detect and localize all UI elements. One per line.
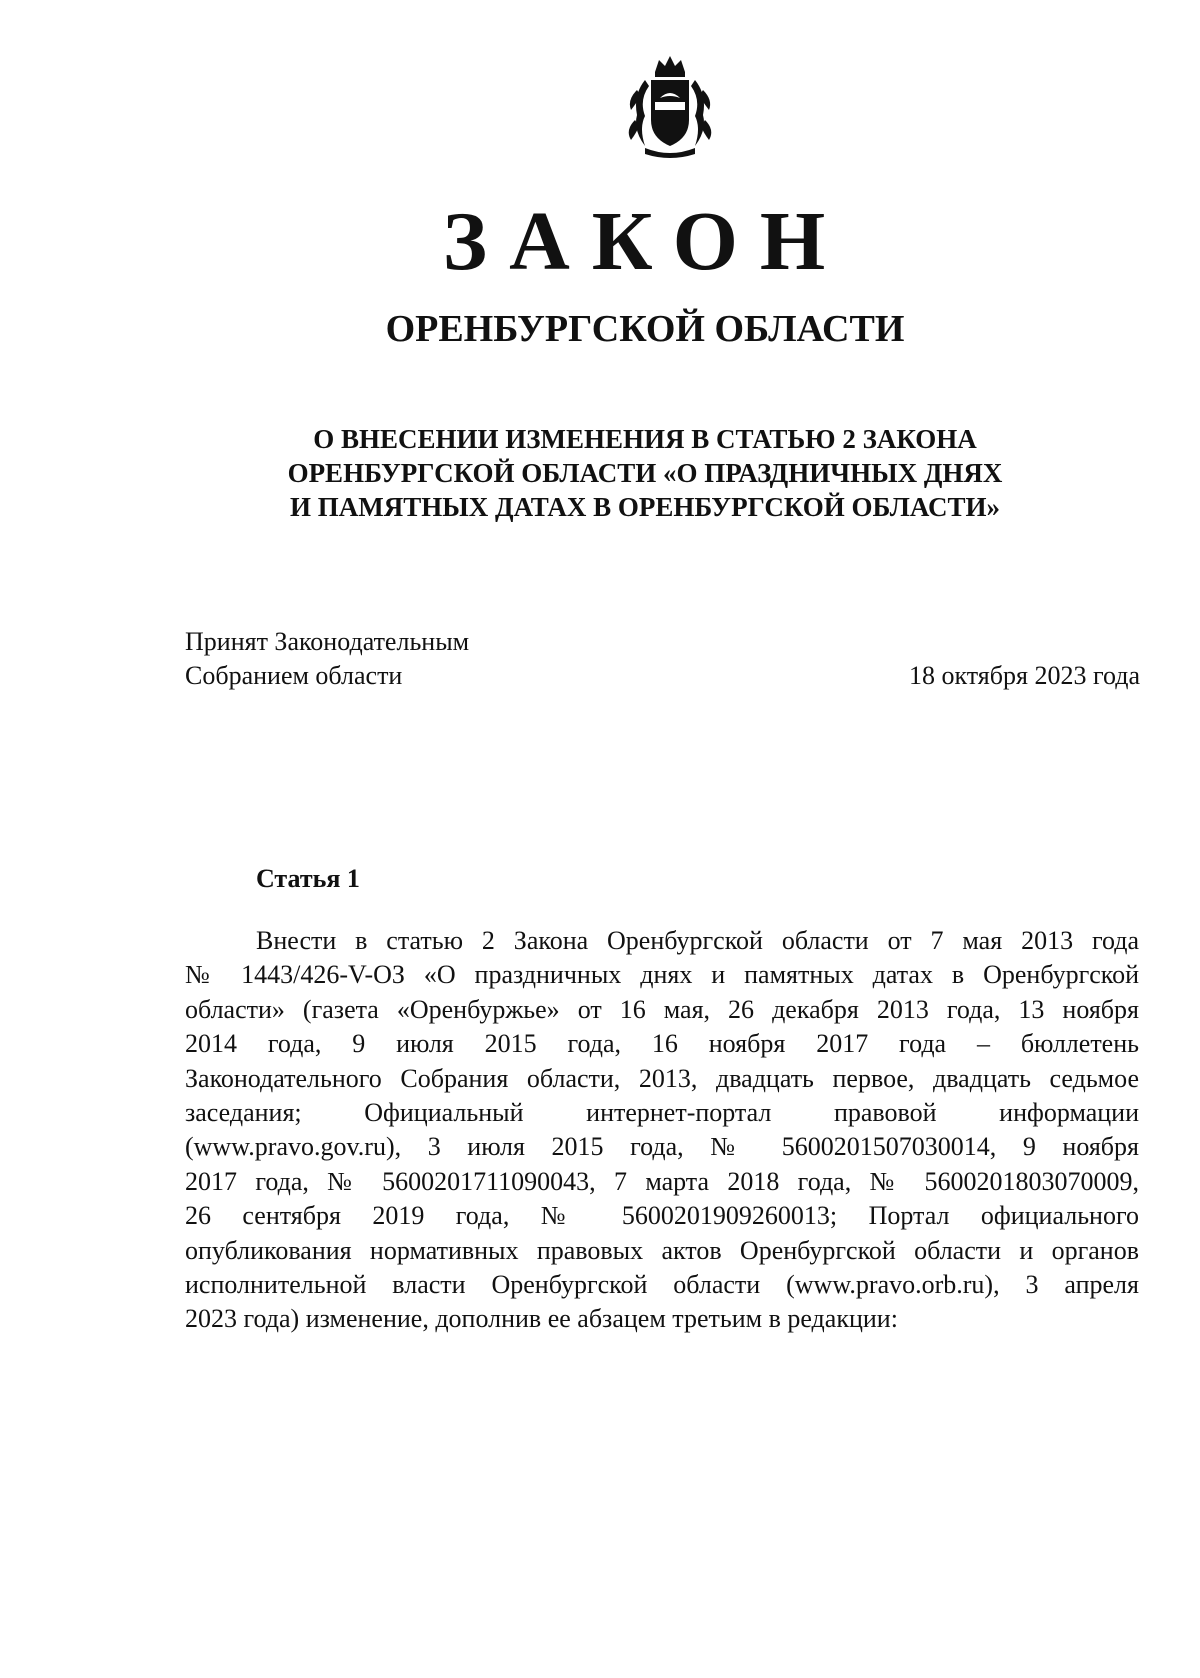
adoption-line: Принят Законодательным [185,627,470,656]
law-subject-line: ОРЕНБУРГСКОЙ ОБЛАСТИ «О ПРАЗДНИЧНЫХ ДНЯХ [287,458,1003,488]
article-body [185,924,1139,1337]
article-line: 26 сентября 2019 года, № 5600201909260013; Портал официального [185,1201,1139,1231]
oblast-coat-of-arms-icon [615,50,725,160]
article-line: № 1443/426-V-ОЗ «О праздничных днях и памятных датах в Оренбургской [185,960,1139,990]
law-subject [0,422,1200,524]
adoption-line: Собранием области [185,661,403,690]
region-title: ОРЕНБУРГСКОЙ ОБЛАСТИ [385,308,905,350]
article-line: опубликования нормативных правовых актов Оренбургской области и органов [185,1235,1139,1265]
article-line: 2014 года, 9 июля 2015 года, 16 ноября 2017 года – бюллетень [185,1029,1139,1059]
article-line: области» (газета «Оренбуржье» от 16 мая, 26 декабря 2013 года, 13 ноября [185,994,1139,1024]
adoption-statement [185,625,469,693]
article-line: Внести в статью 2 Закона Оренбургской области от 7 мая 2013 года [256,926,1139,955]
article-line: 2017 года, № 5600201711090043, 7 марта 2018 года, № 5600201803070009, [185,1166,1139,1196]
adoption-date: 18 октября 2023 года [909,661,1140,690]
article-line: Законодательного Собрания области, 2013, двадцать первое, двадцать седьмое [185,1063,1139,1093]
article-line: (www.pravo.gov.ru), 3 июля 2015 года, № 5600201507030014, 9 ноября [185,1132,1139,1162]
law-title: ЗАКОН [442,195,848,288]
article-line: исполнительной власти Оренбургской области (www.pravo.orb.ru), 3 апреля [185,1270,1139,1300]
law-subject-line: О ВНЕСЕНИИ ИЗМЕНЕНИЯ В СТАТЬЮ 2 ЗАКОНА [313,424,977,454]
article-heading: Статья 1 [256,864,360,893]
article-line: 2023 года) изменение, дополнив ее абзацем третьим в редакции: [185,1304,898,1334]
article-line: заседания; Официальный интернет-портал правовой информации [185,1098,1139,1128]
law-subject-line: И ПАМЯТНЫХ ДАТАХ В ОРЕНБУРГСКОЙ ОБЛАСТИ» [289,492,1001,522]
